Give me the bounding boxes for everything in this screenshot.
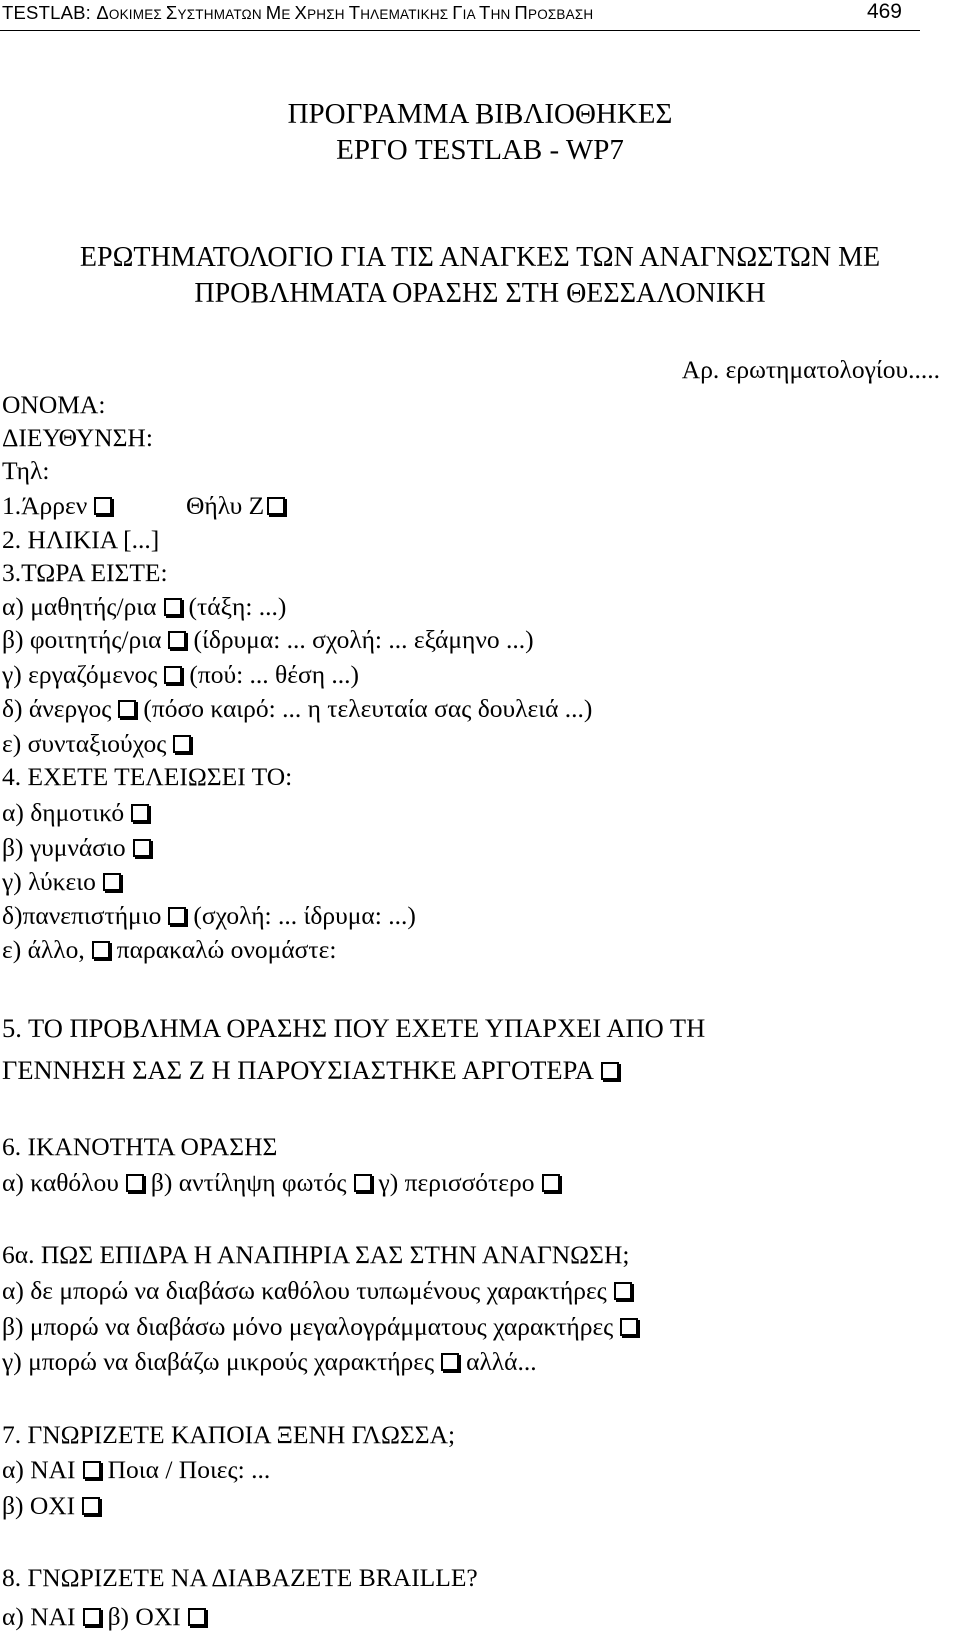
address-field: ΔΙΕΥΘΥΝΣΗ: (2, 423, 153, 452)
name-field: ΟΝΟΜΑ: (2, 390, 106, 419)
questionnaire-number: Αρ. ερωτηματολογίου..... (681, 355, 940, 384)
header-title: TESTLAB: ΔΟΚΙΜΕΣ ΣΥΣΤΗΜΑΤΩΝ ΜΕ ΧΡΗΣΗ ΤΗΛΕΜΑΤΙΚΗΣ ΓΙΑ ΤΗΝ ΠΡΟΣΒΑΣΗ (2, 2, 594, 23)
q6b-checkbox[interactable] (354, 1174, 372, 1192)
q6-options: α) καθόλου β) αντίληψη φωτός γ) περισσότερο (2, 1168, 567, 1198)
male-label: 1.Άρρεν (2, 491, 88, 520)
q4b-checkbox[interactable] (133, 839, 151, 857)
q3-option-c: γ) εργαζόμενος (πού: ... θέση ...) (2, 660, 360, 689)
program-title: ΠΡΟΓΡΑΜΜΑ ΒΙΒΛΙΟΘΗΚΕΣ (287, 98, 673, 130)
q6a-option-b: β) μπορώ να διαβάσω μόνο μεγαλογράμματους χαρακτήρες (2, 1312, 645, 1342)
q6a-checkbox[interactable] (126, 1174, 144, 1192)
q8-title: 8. ΓΝΩΡΙΖΕΤΕ ΝΑ ΔΙΑΒΑΖΕΤΕ BRAILLE? (2, 1563, 478, 1592)
q6a-c-checkbox[interactable] (441, 1353, 459, 1371)
female-checkbox[interactable] (267, 497, 285, 515)
running-header (0, 0, 920, 31)
q6a-option-c: γ) μπορώ να διαβάζω μικρούς χαρακτήρες αλλά... (2, 1347, 537, 1376)
phone-field: Τηλ: (2, 456, 50, 485)
q3-option-a: α) μαθητής/ρια (τάξη: ...) (2, 592, 287, 621)
q4-option-b: β) γυμνάσιο (2, 833, 158, 863)
q8b-checkbox[interactable] (188, 1608, 206, 1626)
q6-title: 6. ΙΚΑΝΟΤΗΤΑ ΟΡΑΣΗΣ (2, 1132, 278, 1161)
q1-gender (2, 491, 292, 521)
questionnaire-title-line2: ΠΡΟΒΛΗΜΑΤΑ ΟΡΑΣΗΣ ΣΤΗ ΘΕΣΣΑΛΟΝΙΚΗ (194, 278, 766, 309)
q4-option-d: δ)πανεπιστήμιο (σχολή: ... ίδρυμα: ...) (2, 901, 416, 930)
q4-option-a: α) δημοτικό (2, 798, 156, 828)
q3e-checkbox[interactable] (173, 735, 191, 753)
q3d-checkbox[interactable] (118, 700, 136, 718)
q5-checkbox[interactable] (601, 1062, 619, 1080)
q6a-title: 6α. ΠΩΣ ΕΠΙΔΡΑ Η ΑΝΑΠΗΡΙΑ ΣΑΣ ΣΤΗΝ ΑΝΑΓΝΩΣΗ; (2, 1240, 630, 1269)
page-number: 469 (866, 0, 902, 23)
q7a-checkbox[interactable] (83, 1461, 101, 1479)
q7b-checkbox[interactable] (82, 1497, 100, 1515)
q6a-option-a: α) δε μπορώ να διαβάσω καθόλου τυπωμένους χαρακτήρες (2, 1276, 639, 1306)
q3-option-d: δ) άνεργος (πόσο καιρό: ... η τελευταία σας δουλειά ...) (2, 694, 593, 723)
q3b-checkbox[interactable] (168, 631, 186, 649)
q4-title: 4. ΕΧΕΤΕ ΤΕΛΕΙΩΣΕΙ ΤΟ: (2, 762, 293, 791)
q3c-checkbox[interactable] (164, 666, 182, 684)
q3a-checkbox[interactable] (164, 598, 182, 616)
project-title: ΕΡΓΟ TESTLAB - WP7 (336, 134, 624, 166)
q4a-checkbox[interactable] (131, 804, 149, 822)
female-label: Θήλυ Ζ (185, 491, 265, 520)
q7-option-b: β) ΟΧΙ (2, 1491, 107, 1521)
q3-option-b: β) φοιτητής/ρια (ίδρυμα: ... σχολή: ... εξάμηνο ...) (2, 625, 534, 654)
q7-title: 7. ΓΝΩΡΙΖΕΤΕ ΚΑΠΟΙΑ ΞΕΝΗ ΓΛΩΣΣΑ; (2, 1420, 456, 1449)
q3-option-e: ε) συνταξιούχος (2, 729, 198, 759)
questionnaire-title-line1: ΕΡΩΤΗΜΑΤΟΛΟΓΙΟ ΓΙΑ ΤΙΣ ΑΝΑΓΚΕΣ ΤΩΝ ΑΝΑΓΝΩΣΤΩΝ ΜΕ (79, 242, 881, 273)
q4d-checkbox[interactable] (168, 907, 186, 925)
q6a-b-checkbox[interactable] (620, 1318, 638, 1336)
q4e-checkbox[interactable] (92, 941, 110, 959)
q8-options: α) ΝΑΙ β) ΟΧΙ (2, 1602, 213, 1632)
q6c-checkbox[interactable] (542, 1174, 560, 1192)
q3-title: 3.ΤΩΡΑ ΕΙΣΤΕ: (2, 558, 168, 587)
male-checkbox[interactable] (94, 497, 112, 515)
q7-option-a: α) ΝΑΙ Ποια / Ποιες: ... (2, 1455, 271, 1484)
q4c-checkbox[interactable] (103, 873, 121, 891)
q8a-checkbox[interactable] (83, 1608, 101, 1626)
q2-age: 2. ΗΛΙΚΙΑ [...] (2, 525, 160, 554)
q5-line1: 5. ΤΟ ΠΡΟΒΛΗΜΑ ΟΡΑΣΗΣ ΠΟΥ ΕΧΕΤΕ ΥΠΑΡΧΕΙ ΑΠΟ ΤΗ (2, 1013, 706, 1043)
q4-option-e: ε) άλλο, παρακαλώ ονομάστε: (2, 935, 337, 964)
q4-option-c: γ) λύκειο (2, 867, 128, 897)
q5-line2: ΓΕΝΝΗΣΗ ΣΑΣ Ζ Η ΠΑΡΟΥΣΙΑΣΤΗΚΕ ΑΡΓΟΤΕΡΑ (2, 1055, 626, 1085)
q6a-a-checkbox[interactable] (614, 1282, 632, 1300)
